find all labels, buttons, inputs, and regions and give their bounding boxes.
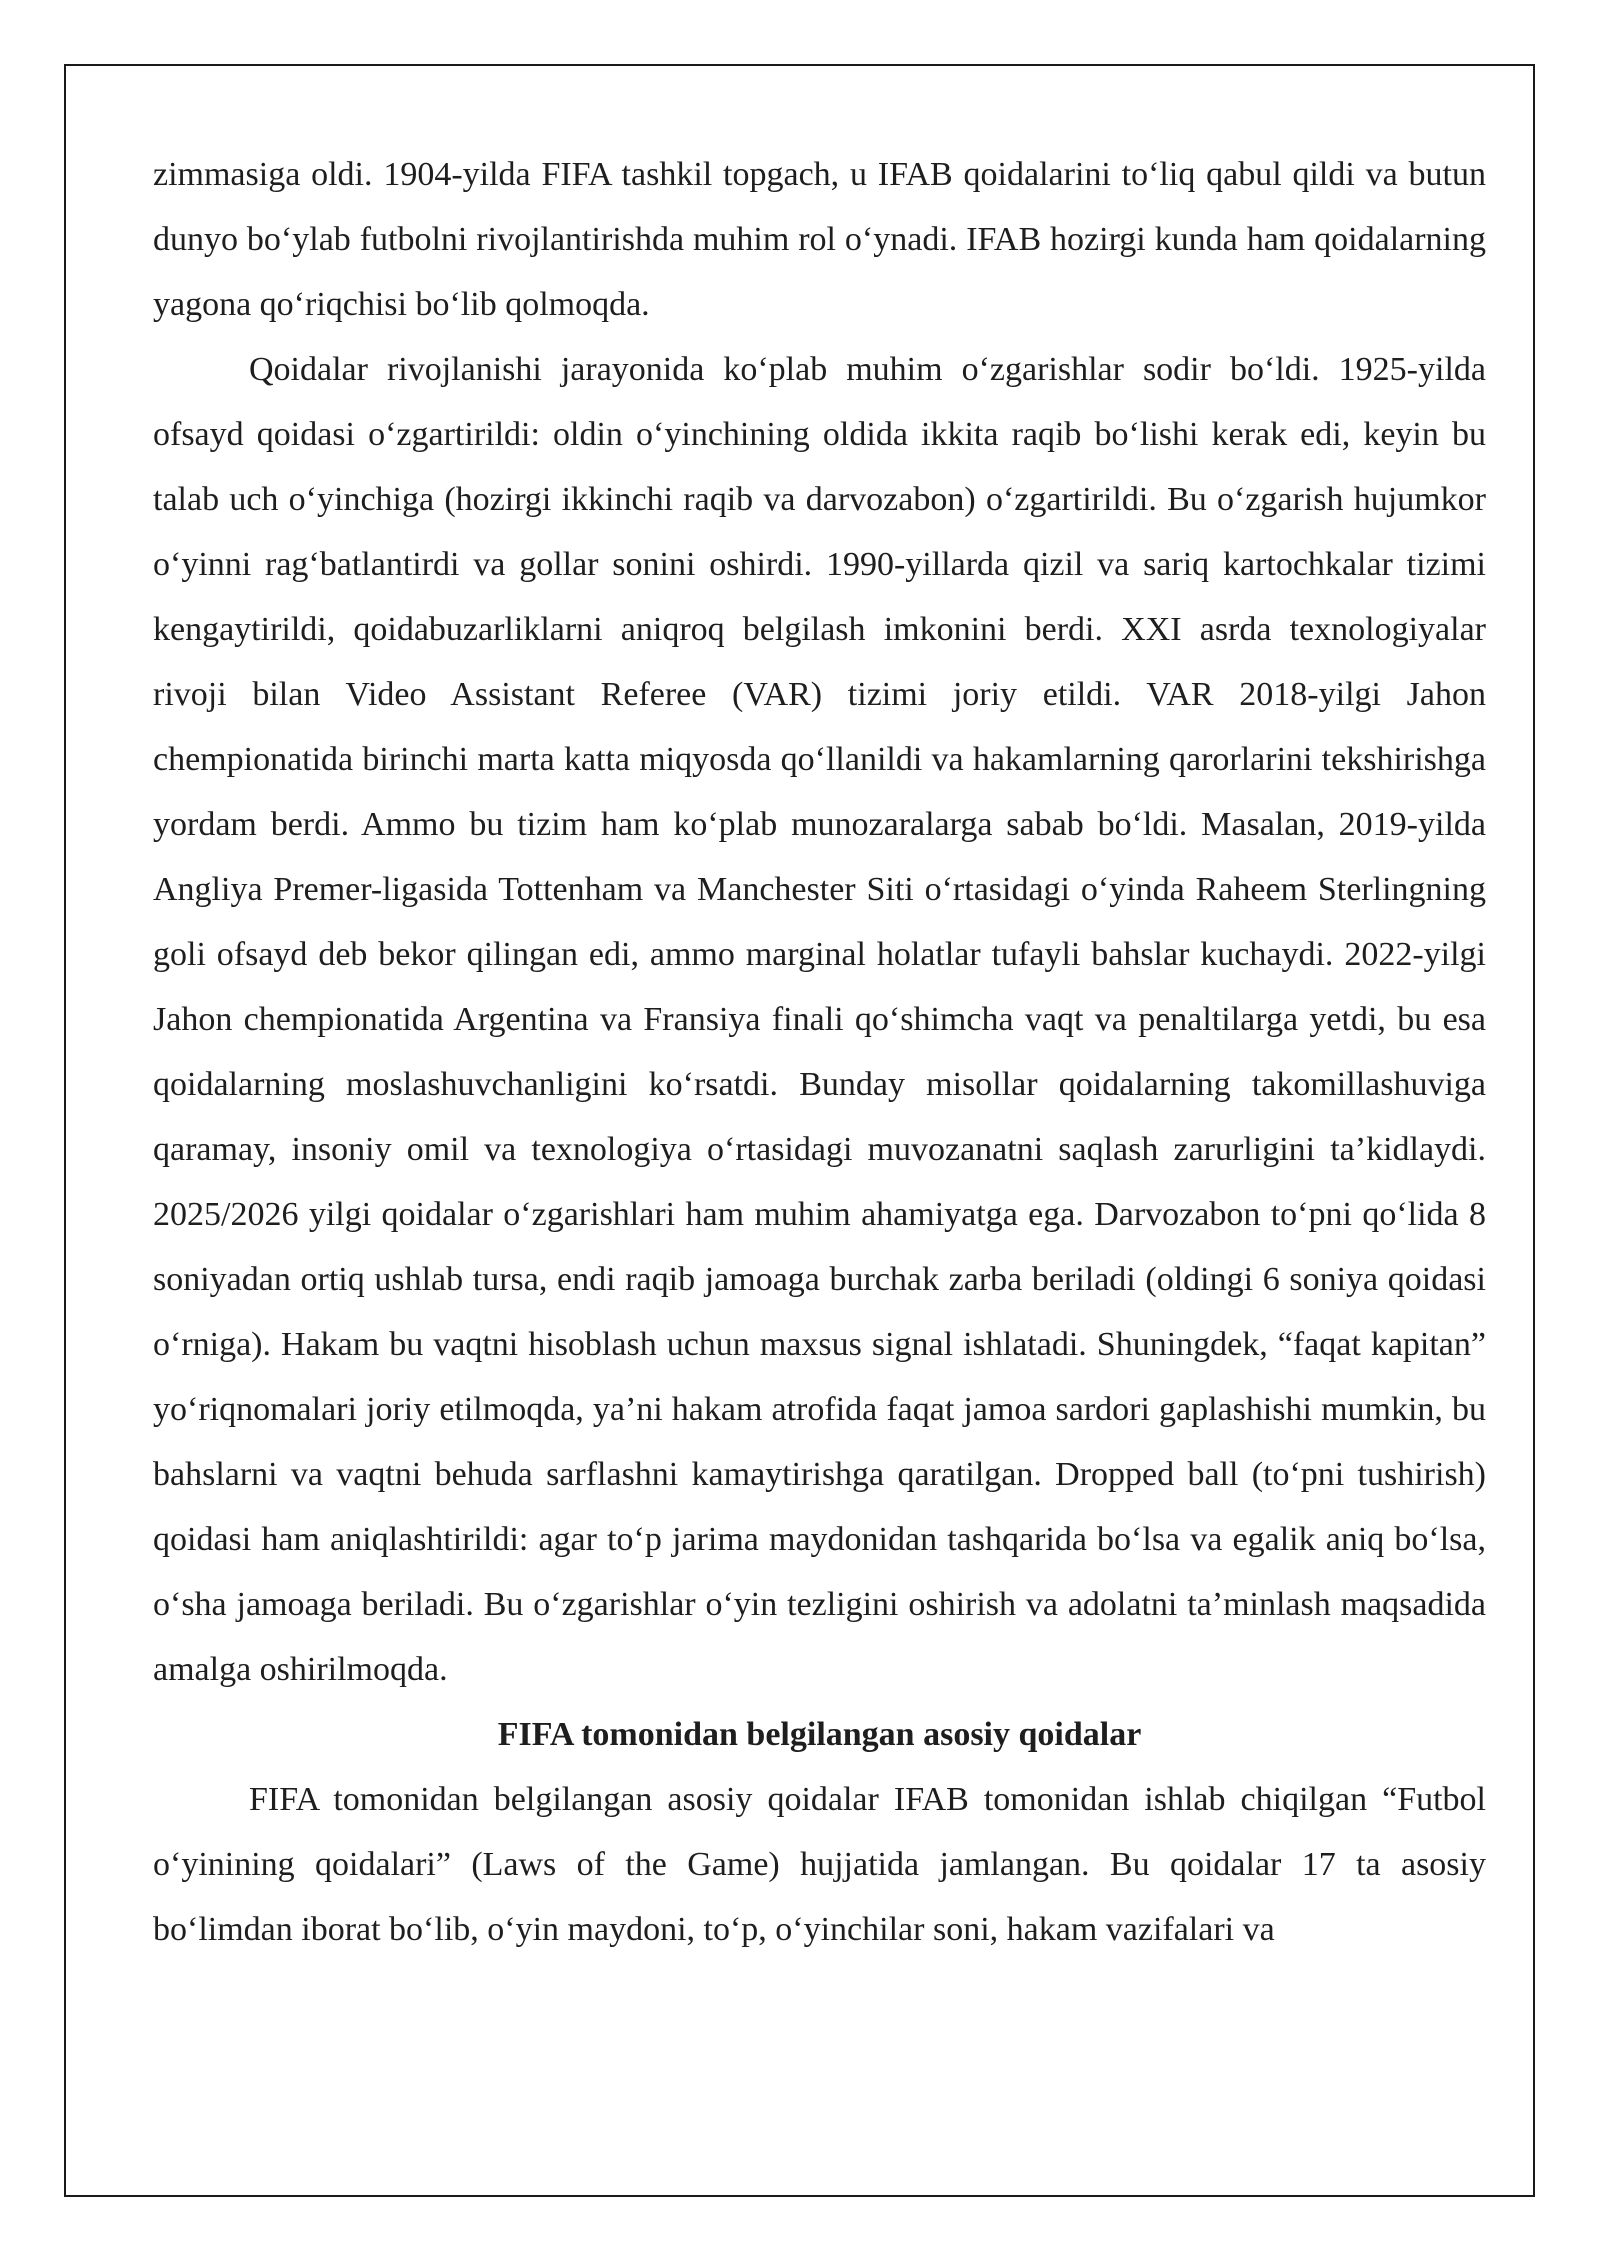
document-body	[153, 142, 1486, 1962]
paragraph-rules-evolution: Qoidalar rivojlanishi jarayonida ko‘plab muhim o‘zgarishlar sodir bo‘ldi. 1925-yilda ofsayd qoidasi o‘zgartirildi: oldin o‘yinchining oldida ikkita raqib bo‘lishi kerak edi, keyin bu talab uch o‘yinchiga (hozirgi ikkinchi raqib va darvozabon) o‘zgartirildi. Bu o‘zgarish hujumkor o‘yinni rag‘batlantirdi va gollar sonini oshirdi. 1990-yillarda qizil va sariq kartochkalar tizimi kengaytirildi, qoidabuzarliklarni aniqroq belgilash imkonini berdi. XXI asrda texnologiyalar rivoji bilan Video Assistant Referee (VAR) tizimi joriy etildi. VAR 2018-yilgi Jahon chempionatida birinchi marta katta miqyosda qo‘llanildi va hakamlarning qarorlarini tekshirishga yordam berdi. Ammo bu tizim ham ko‘plab munozaralarga sabab bo‘ldi. Masalan, 2019-yilda Angliya Premer-ligasida Tottenham va Manchester Siti o‘rtasidagi o‘yinda Raheem Sterlingning goli ofsayd deb bekor qilingan edi, ammo marginal holatlar tufayli bahslar kuchaydi. 2022-yilgi Jahon chempionatida Argentina va Fransiya finali qo‘shimcha vaqt va penaltilarga yetdi, bu esa qoidalarning moslashuvchanligini ko‘rsatdi. Bunday misollar qoidalarning takomillashuviga qaramay, insoniy omil va texnologiya o‘rtasidagi muvozanatni saqlash zarurligini ta’kidlaydi. 2025/2026 yilgi qoidalar o‘zgarishlari ham muhim ahamiyatga ega. Darvozabon to‘pni qo‘lida 8 soniyadan ortiq ushlab tursa, endi raqib jamoaga burchak zarba beriladi (oldingi 6 soniya qoidasi o‘rniga). Hakam bu vaqtni hisoblash uchun maxsus signal ishlatadi. Shuningdek, “faqat kapitan” yo‘riqnomalari joriy etilmoqda, ya’ni hakam atrofida faqat jamoa sardori gaplashishi mumkin, bu bahslarni va vaqtni behuda sarflashni kamaytirishga qaratilgan. Dropped ball (to‘pni tushirish) qoidasi ham aniqlashtirildi: agar to‘p jarima maydonidan tashqarida bo‘lsa va egalik aniq bo‘lsa, o‘sha jamoaga beriladi. Bu o‘zgarishlar o‘yin tezligini oshirish va adolatni ta’minlash maqsadida amalga oshirilmoqda.	[153, 351, 1486, 1688]
paragraph-fifa-rules: FIFA tomonidan belgilangan asosiy qoidalar IFAB tomonidan ishlab chiqilgan “Futbol o‘yinining qoidalari” (Laws of the Game) hujjatida jamlangan. Bu qoidalar 17 ta asosiy bo‘limdan iborat bo‘lib, o‘yin maydoni, to‘p, o‘yinchilar soni, hakam vazifalari va	[153, 1781, 1486, 1948]
section-heading: FIFA tomonidan belgilangan asosiy qoidalar	[497, 1716, 1142, 1753]
paragraph-continuation: zimmasiga oldi. 1904-yilda FIFA tashkil topgach, u IFAB qoidalarini to‘liq qabul qildi va butun dunyo bo‘ylab futbolni rivojlantirishda muhim rol o‘ynadi. IFAB hozirgi kunda ham qoidalarning yagona qo‘riqchisi bo‘lib qolmoqda.	[153, 156, 1486, 323]
